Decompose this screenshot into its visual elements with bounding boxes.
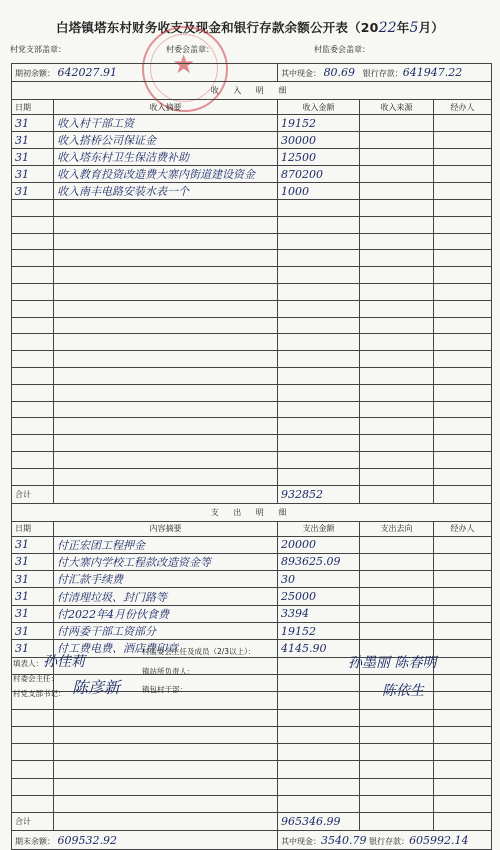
committee-head-label: 村委会主任： <box>13 674 58 683</box>
income-amount <box>278 283 360 300</box>
income-counterparty <box>360 451 434 468</box>
income-handler <box>434 216 492 233</box>
expense-row <box>12 761 492 778</box>
expense-date <box>12 761 54 778</box>
expense-row <box>12 744 492 761</box>
year-handwritten: 22 <box>378 20 397 36</box>
income-amount <box>278 267 360 284</box>
expense-counterparty <box>360 778 434 795</box>
income-row <box>12 132 492 149</box>
income-handler <box>434 283 492 300</box>
expense-handler <box>434 605 492 622</box>
expense-amount <box>278 726 360 743</box>
income-handler <box>434 115 492 132</box>
expense-summary: 付大寨内学校工程款改造资金等 <box>54 553 278 570</box>
income-handler <box>434 132 492 149</box>
income-counterparty <box>360 317 434 334</box>
income-handler <box>434 468 492 485</box>
opening-bank-value: 641947.22 <box>402 66 463 79</box>
income-date <box>12 401 54 418</box>
expense-summary: 付工费电费、酒店费印章 <box>54 640 278 657</box>
opening-value: 642027.91 <box>57 66 118 79</box>
income-total-row <box>12 485 492 503</box>
expense-amount <box>278 744 360 761</box>
income-counterparty <box>360 384 434 401</box>
expense-col-amount: 支出金额 <box>278 521 360 536</box>
income-summary <box>54 267 278 284</box>
income-col-source: 收入来源 <box>360 100 434 115</box>
expense-counterparty <box>360 553 434 570</box>
income-summary <box>54 351 278 368</box>
preparer-signature: 孙佳莉 <box>43 654 85 670</box>
expense-date: 31 <box>12 536 54 553</box>
income-counterparty <box>360 334 434 351</box>
income-counterparty <box>360 351 434 368</box>
committee-seal-label: 村委会盖章： <box>166 45 214 54</box>
income-col-summary: 收入摘要 <box>54 100 278 115</box>
income-total-blank-3 <box>434 485 492 503</box>
supervision-signature-2: 陈依生 <box>382 683 424 699</box>
expense-col-destination: 支出去向 <box>360 521 434 536</box>
income-row <box>12 166 492 183</box>
expense-column-headers <box>12 521 492 536</box>
expense-handler <box>434 657 492 674</box>
income-total-value: 932852 <box>278 485 360 503</box>
income-row <box>12 468 492 485</box>
income-summary <box>54 401 278 418</box>
income-row <box>12 351 492 368</box>
expense-date: 31 <box>12 623 54 640</box>
income-row <box>12 183 492 200</box>
income-row <box>12 418 492 435</box>
expense-counterparty <box>360 709 434 726</box>
expense-col-summary: 内容摘要 <box>54 521 278 536</box>
expense-date <box>12 726 54 743</box>
income-handler <box>434 267 492 284</box>
expense-amount <box>278 674 360 691</box>
income-counterparty <box>360 435 434 452</box>
expense-col-date: 日期 <box>12 521 54 536</box>
income-amount <box>278 334 360 351</box>
income-amount <box>278 300 360 317</box>
expense-amount: 4145.90 <box>278 640 360 657</box>
expense-date <box>12 796 54 813</box>
expense-row <box>12 623 492 640</box>
expense-date: 31 <box>12 553 54 570</box>
income-amount <box>278 233 360 250</box>
closing-label: 期末余额： <box>15 836 55 846</box>
expense-date <box>12 744 54 761</box>
closing-bank-value: 605992.14 <box>409 833 469 847</box>
expense-date <box>12 778 54 795</box>
income-total-label: 合计 <box>12 485 54 503</box>
expense-summary <box>54 796 278 813</box>
income-summary <box>54 418 278 435</box>
expense-amount <box>278 761 360 778</box>
income-date <box>12 233 54 250</box>
expense-amount <box>278 692 360 709</box>
expense-handler <box>434 588 492 605</box>
expense-date: 31 <box>12 588 54 605</box>
income-handler <box>434 367 492 384</box>
income-date <box>12 367 54 384</box>
income-amount <box>278 317 360 334</box>
income-counterparty <box>360 183 434 200</box>
income-counterparty <box>360 149 434 166</box>
expense-counterparty <box>360 744 434 761</box>
closing-balance-row <box>12 831 492 850</box>
expense-row <box>12 553 492 570</box>
income-handler <box>434 351 492 368</box>
expense-total-blank <box>54 813 278 831</box>
income-summary <box>54 200 278 217</box>
expense-handler <box>434 553 492 570</box>
expense-row <box>12 709 492 726</box>
town-leader-label: 镇站所负责人： <box>142 667 195 676</box>
income-date <box>12 451 54 468</box>
party-seal-label: 村党支部盖章： <box>10 45 66 54</box>
income-counterparty <box>360 300 434 317</box>
supervision-seal-label: 村监委会盖章： <box>314 45 370 54</box>
income-handler <box>434 166 492 183</box>
expense-date: 31 <box>12 605 54 622</box>
closing-value: 609532.92 <box>57 833 118 847</box>
expense-amount: 25000 <box>278 588 360 605</box>
income-counterparty <box>360 283 434 300</box>
income-amount <box>278 451 360 468</box>
income-date <box>12 418 54 435</box>
expense-handler <box>434 674 492 691</box>
income-row <box>12 216 492 233</box>
expense-row <box>12 588 492 605</box>
opening-balance-row <box>12 64 492 82</box>
income-handler <box>434 418 492 435</box>
income-row <box>12 200 492 217</box>
income-date: 31 <box>12 183 54 200</box>
income-col-date: 日期 <box>12 100 54 115</box>
income-counterparty <box>360 216 434 233</box>
income-handler <box>434 149 492 166</box>
expense-total-blank-2 <box>360 813 434 831</box>
income-date: 31 <box>12 149 54 166</box>
income-summary <box>54 283 278 300</box>
income-date <box>12 468 54 485</box>
income-date <box>12 200 54 217</box>
supervision-signature: 孙墨丽 陈春明 <box>348 655 437 671</box>
income-summary <box>54 468 278 485</box>
closing-balance-cell <box>12 831 278 850</box>
expense-counterparty <box>360 761 434 778</box>
expense-summary <box>54 709 278 726</box>
income-counterparty <box>360 132 434 149</box>
expense-handler <box>434 571 492 588</box>
expense-total-label: 合计 <box>12 813 54 831</box>
income-row <box>12 435 492 452</box>
income-handler <box>434 300 492 317</box>
income-summary: 收入村干部工资 <box>54 115 278 132</box>
income-row <box>12 149 492 166</box>
income-amount <box>278 200 360 217</box>
income-handler <box>434 401 492 418</box>
expense-amount <box>278 709 360 726</box>
income-amount <box>278 384 360 401</box>
opening-cash-label: 其中现金： <box>281 69 322 78</box>
income-handler <box>434 317 492 334</box>
income-date: 31 <box>12 166 54 183</box>
expense-summary <box>54 726 278 743</box>
expense-summary <box>54 744 278 761</box>
income-amount: 30000 <box>278 132 360 149</box>
income-date <box>12 384 54 401</box>
expense-handler <box>434 536 492 553</box>
expense-row <box>12 726 492 743</box>
expense-amount: 19152 <box>278 623 360 640</box>
income-date <box>12 351 54 368</box>
income-handler <box>434 435 492 452</box>
income-date <box>12 334 54 351</box>
expense-counterparty <box>360 571 434 588</box>
opening-cash-value: 80.69 <box>323 66 356 79</box>
expense-handler <box>434 623 492 640</box>
expense-handler <box>434 709 492 726</box>
income-counterparty <box>360 233 434 250</box>
party-secretary-label: 村党支部书记： <box>13 689 66 698</box>
expense-total-blank-3 <box>434 813 492 831</box>
income-row <box>12 367 492 384</box>
income-summary: 收入教育投资改造费大寨内街道建设资金 <box>54 166 278 183</box>
expense-counterparty <box>360 623 434 640</box>
seal-labels <box>10 44 490 55</box>
expense-handler <box>434 726 492 743</box>
income-counterparty <box>360 115 434 132</box>
income-row <box>12 401 492 418</box>
income-date: 31 <box>12 115 54 132</box>
finance-table <box>11 63 492 850</box>
expense-total-value: 965346.99 <box>278 813 360 831</box>
expense-col-handler: 经办人 <box>434 521 492 536</box>
income-amount <box>278 250 360 267</box>
income-row <box>12 384 492 401</box>
income-summary <box>54 451 278 468</box>
income-row <box>12 115 492 132</box>
income-handler <box>434 200 492 217</box>
month-handwritten: 5 <box>409 20 419 36</box>
income-date <box>12 250 54 267</box>
income-date <box>12 267 54 284</box>
income-amount: 19152 <box>278 115 360 132</box>
income-date <box>12 216 54 233</box>
expense-amount: 20000 <box>278 536 360 553</box>
income-column-headers <box>12 100 492 115</box>
income-counterparty <box>360 267 434 284</box>
closing-bank-label: 银行存款： <box>369 836 410 846</box>
income-summary <box>54 384 278 401</box>
income-amount <box>278 418 360 435</box>
expense-counterparty <box>360 726 434 743</box>
expense-summary <box>54 761 278 778</box>
income-total-blank-2 <box>360 485 434 503</box>
income-amount: 870200 <box>278 166 360 183</box>
income-amount <box>278 216 360 233</box>
income-row <box>12 451 492 468</box>
expense-row <box>12 605 492 622</box>
expense-counterparty <box>360 536 434 553</box>
income-handler <box>434 233 492 250</box>
income-amount: 12500 <box>278 149 360 166</box>
income-counterparty <box>360 401 434 418</box>
expense-summary: 付清理垃圾、封门路等 <box>54 588 278 605</box>
income-row <box>12 267 492 284</box>
income-summary <box>54 250 278 267</box>
expense-summary: 付汇款手续费 <box>54 571 278 588</box>
income-row <box>12 283 492 300</box>
income-handler <box>434 183 492 200</box>
income-counterparty <box>360 418 434 435</box>
expense-summary: 付2022年4月份伙食费 <box>54 605 278 622</box>
expense-handler <box>434 796 492 813</box>
expense-row <box>12 571 492 588</box>
income-counterparty <box>360 468 434 485</box>
preparer-label: 填表人： <box>13 659 43 668</box>
closing-breakdown-cell <box>278 831 492 850</box>
expense-date <box>12 709 54 726</box>
income-row <box>12 334 492 351</box>
income-counterparty <box>360 200 434 217</box>
income-section-header <box>12 82 492 100</box>
expense-total-row <box>12 813 492 831</box>
expense-amount: 893625.09 <box>278 553 360 570</box>
closing-cash-value: 3540.79 <box>321 833 367 847</box>
income-date <box>12 283 54 300</box>
star-icon: ★ <box>172 50 196 80</box>
income-col-handler: 经办人 <box>434 100 492 115</box>
income-counterparty <box>360 250 434 267</box>
income-amount <box>278 435 360 452</box>
income-amount <box>278 401 360 418</box>
committee-head-signature: 陈彦新 <box>72 678 121 697</box>
income-summary: 收入塔东村卫生保洁费补助 <box>54 149 278 166</box>
expense-date: 31 <box>12 640 54 657</box>
expense-handler <box>434 744 492 761</box>
expense-summary: 付正宏团工程押金 <box>54 536 278 553</box>
income-date <box>12 435 54 452</box>
income-summary <box>54 300 278 317</box>
income-summary <box>54 233 278 250</box>
expense-handler <box>434 761 492 778</box>
income-handler <box>434 250 492 267</box>
closing-cash-label: 其中现金： <box>281 836 322 846</box>
income-date <box>12 317 54 334</box>
income-amount <box>278 468 360 485</box>
income-summary <box>54 435 278 452</box>
town-cadre-label: 镇包村干部： <box>142 685 187 694</box>
income-row <box>12 250 492 267</box>
income-counterparty <box>360 166 434 183</box>
income-summary: 收入南丰电路安装水表一个 <box>54 183 278 200</box>
income-row <box>12 233 492 250</box>
expense-summary <box>54 778 278 795</box>
income-date: 31 <box>12 132 54 149</box>
expense-handler <box>434 692 492 709</box>
income-amount <box>278 367 360 384</box>
expense-amount: 3394 <box>278 605 360 622</box>
income-row <box>12 317 492 334</box>
income-handler <box>434 451 492 468</box>
income-section-title: 收 入 明 细 <box>12 82 492 100</box>
expense-row <box>12 536 492 553</box>
expense-summary: 付两委干部工资部分 <box>54 623 278 640</box>
income-handler <box>434 384 492 401</box>
income-row <box>12 300 492 317</box>
opening-bank-label: 银行存款： <box>362 69 403 78</box>
income-summary: 收入搭桥公司保证金 <box>54 132 278 149</box>
expense-handler <box>434 640 492 657</box>
opening-label: 期初余额： <box>15 69 55 78</box>
income-handler <box>434 334 492 351</box>
income-counterparty <box>360 367 434 384</box>
expense-section-header <box>12 503 492 521</box>
page-title: 白塔镇塔东村财务收支及现金和银行存款余额公开表（2022年5月） <box>55 20 445 36</box>
income-total-blank <box>54 485 278 503</box>
income-amount <box>278 351 360 368</box>
expense-amount: 30 <box>278 571 360 588</box>
expense-counterparty <box>360 796 434 813</box>
expense-date: 31 <box>12 571 54 588</box>
income-amount: 1000 <box>278 183 360 200</box>
expense-amount <box>278 796 360 813</box>
expense-amount <box>278 778 360 795</box>
income-summary <box>54 216 278 233</box>
supervision-members-label: 村监委会主任及成员（2/3以上）： <box>142 647 256 656</box>
expense-counterparty <box>360 605 434 622</box>
expense-row <box>12 796 492 813</box>
income-date <box>12 300 54 317</box>
income-summary <box>54 367 278 384</box>
income-summary <box>54 334 278 351</box>
income-summary <box>54 317 278 334</box>
expense-counterparty <box>360 588 434 605</box>
income-col-amount: 收入金额 <box>278 100 360 115</box>
expense-section-title: 支 出 明 细 <box>12 503 492 521</box>
expense-row <box>12 778 492 795</box>
expense-handler <box>434 778 492 795</box>
